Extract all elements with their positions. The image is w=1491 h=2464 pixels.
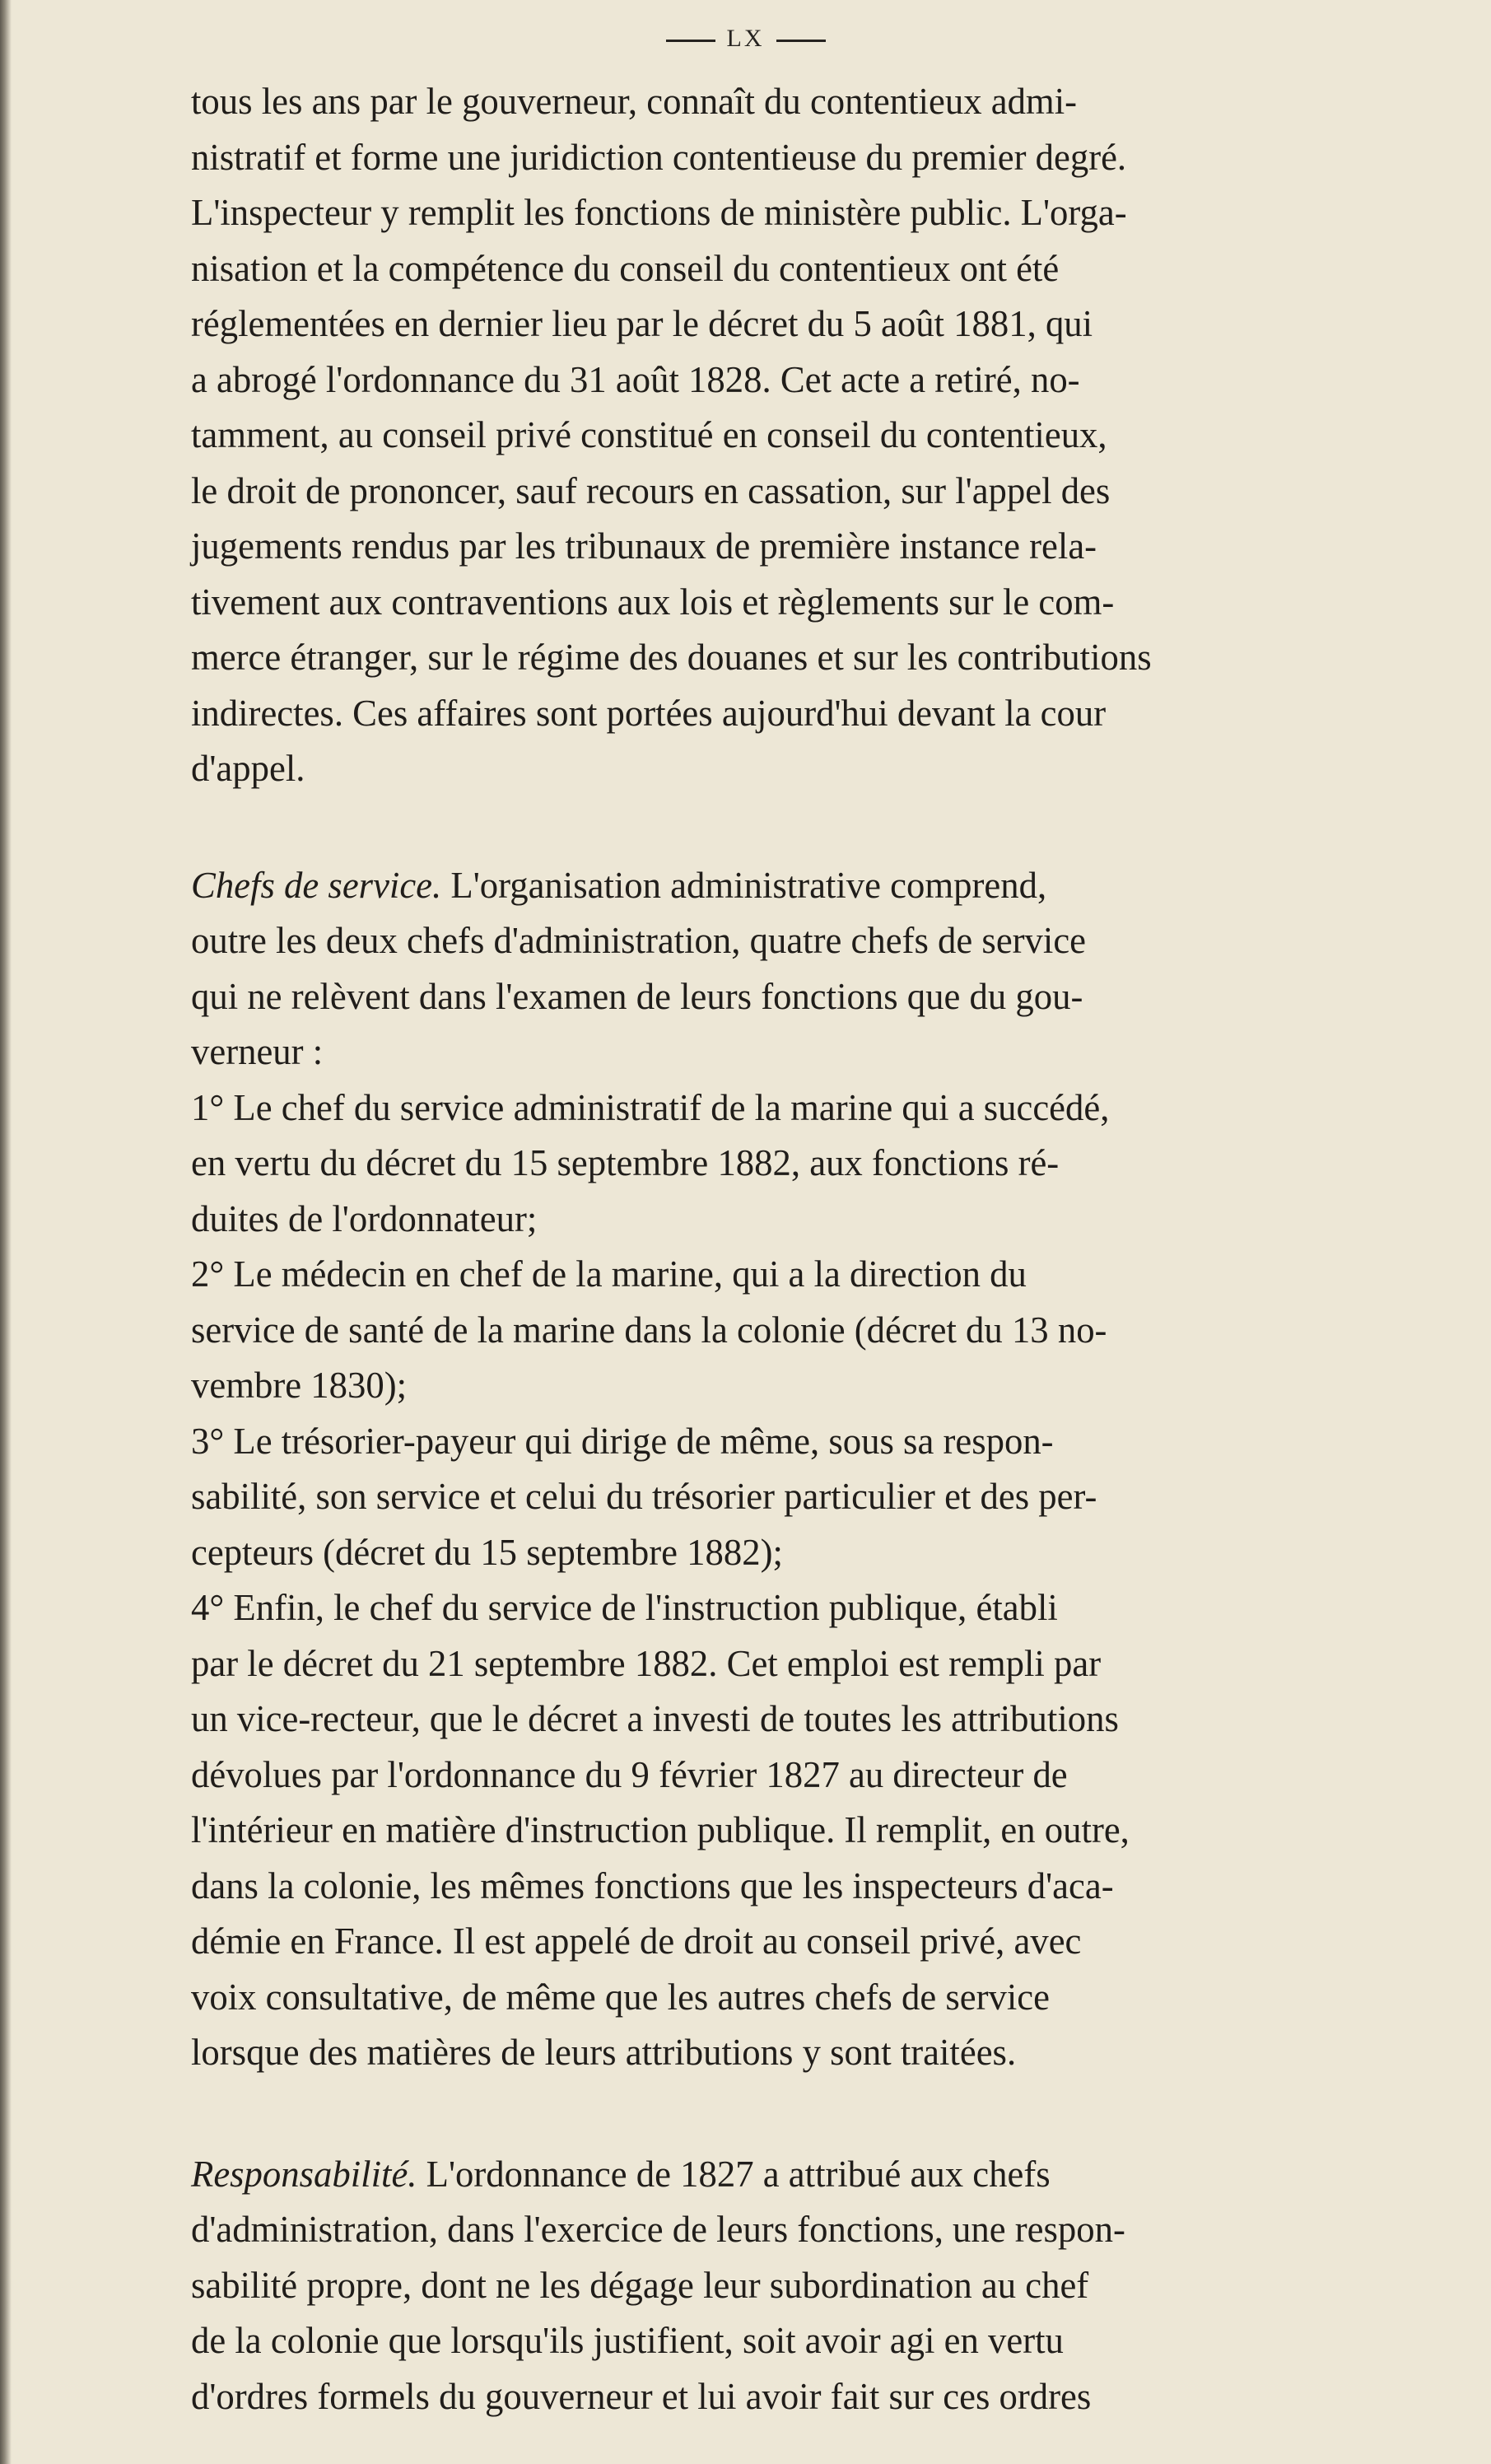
text-line: 1° Le chef du service administratif de la marine qui a succédé, bbox=[191, 1086, 1110, 1128]
text-line: en vertu du décret du 15 septembre 1882, aux fonctions ré- bbox=[191, 1142, 1060, 1183]
page-edge-shadow bbox=[0, 0, 12, 2464]
text-line: par le décret du 21 septembre 1882. Cet emploi est rempli par bbox=[191, 1642, 1102, 1684]
text-line: nistratif et forme une juridiction contentieuse du premier degré. bbox=[191, 136, 1127, 178]
text-line: lorsque des matières de leurs attributions y sont traitées. bbox=[191, 2032, 1017, 2073]
text-line: tamment, au conseil privé constitué en conseil du contentieux, bbox=[191, 414, 1107, 455]
text-line: nisation et la compétence du conseil du contentieux ont été bbox=[191, 247, 1060, 289]
text-line: cepteurs (décret du 15 septembre 1882); bbox=[191, 1531, 783, 1573]
header-dash-right bbox=[776, 40, 826, 42]
text-line: verneur : bbox=[191, 1031, 324, 1072]
text-line: indirectes. Ces affaires sont portées aujourd'hui devant la cour bbox=[191, 692, 1107, 734]
text-line: de la colonie que lorsqu'ils justifient, soit avoir agi en vertu bbox=[191, 2320, 1064, 2361]
page-number: LX bbox=[726, 25, 765, 52]
text-line bbox=[191, 2147, 1484, 2203]
text-line: d'ordres formels du gouverneur et lui avoir fait sur ces ordres bbox=[191, 2375, 1092, 2417]
text-line: vembre 1830); bbox=[191, 1365, 408, 1406]
text-line: service de santé de la marine dans la colonie (décret du 13 no- bbox=[191, 1309, 1107, 1351]
page-number-header bbox=[0, 25, 1491, 53]
text-line: tivement aux contraventions aux lois et règlements sur le com- bbox=[191, 581, 1115, 623]
text-line: voix consultative, de même que les autres chefs de service bbox=[191, 1976, 1050, 2018]
text-line: d'administration, dans l'exercice de leurs fonctions, une respon- bbox=[191, 2209, 1125, 2250]
body-text bbox=[191, 74, 1491, 2424]
text-line: un vice-recteur, que le décret a investi de toutes les attributions bbox=[191, 1698, 1119, 1739]
header-dash-left bbox=[666, 40, 715, 42]
text-line: tous les ans par le gouverneur, connaît du contentieux admi- bbox=[191, 81, 1078, 122]
text-line: L'inspecteur y remplit les fonctions de ministère public. L'orga- bbox=[191, 192, 1127, 233]
text-line-run: L'organisation administrative comprend, bbox=[441, 864, 1047, 906]
text-line: 2° Le médecin en chef de la marine, qui a la direction du bbox=[191, 1253, 1027, 1295]
text-line: dévolues par l'ordonnance du 9 février 1827 au directeur de bbox=[191, 1753, 1068, 1795]
text-line: dans la colonie, les mêmes fonctions que les inspecteurs d'aca- bbox=[191, 1864, 1114, 1906]
section-heading-chefs-de-service: Chefs de service. bbox=[191, 864, 442, 906]
paragraph-chefs-de-service bbox=[191, 858, 1491, 2081]
text-line: qui ne relèvent dans l'examen de leurs fonctions que du gou- bbox=[191, 975, 1083, 1017]
text-line: merce étranger, sur le régime des douanes et sur les contributions bbox=[191, 637, 1152, 678]
text-line: jugements rendus par les tribunaux de première instance rela- bbox=[191, 525, 1097, 567]
text-line: démie en France. Il est appelé de droit au conseil privé, avec bbox=[191, 1920, 1082, 1962]
text-line: 3° Le trésorier-payeur qui dirige de même, sous sa respon- bbox=[191, 1420, 1054, 1462]
text-line: sabilité, son service et celui du trésorier particulier et des per- bbox=[191, 1476, 1097, 1517]
paragraph-conseil-contentieux bbox=[191, 74, 1491, 797]
text-line: a abrogé l'ordonnance du 31 août 1828. Cet acte a retiré, no- bbox=[191, 358, 1080, 400]
text-line: sabilité propre, dont ne les dégage leur subordination au chef bbox=[191, 2264, 1089, 2306]
text-line: 4° Enfin, le chef du service de l'instruction publique, établi bbox=[191, 1587, 1058, 1628]
text-line bbox=[191, 858, 1484, 914]
text-line: outre les deux chefs d'administration, quatre chefs de service bbox=[191, 920, 1087, 961]
text-line: duites de l'ordonnateur; bbox=[191, 1197, 538, 1239]
text-line: l'intérieur en matière d'instruction publique. Il remplit, en outre, bbox=[191, 1809, 1130, 1850]
text-line: réglementées en dernier lieu par le décret du 5 août 1881, qui bbox=[191, 303, 1093, 344]
text-line-run: L'ordonnance de 1827 a attribué aux chefs bbox=[417, 2153, 1051, 2195]
text-line: d'appel. bbox=[191, 748, 305, 789]
paragraph-responsabilite bbox=[191, 2147, 1491, 2425]
section-heading-responsabilite: Responsabilité. bbox=[191, 2153, 417, 2195]
text-line: le droit de prononcer, sauf recours en cassation, sur l'appel des bbox=[191, 469, 1111, 511]
